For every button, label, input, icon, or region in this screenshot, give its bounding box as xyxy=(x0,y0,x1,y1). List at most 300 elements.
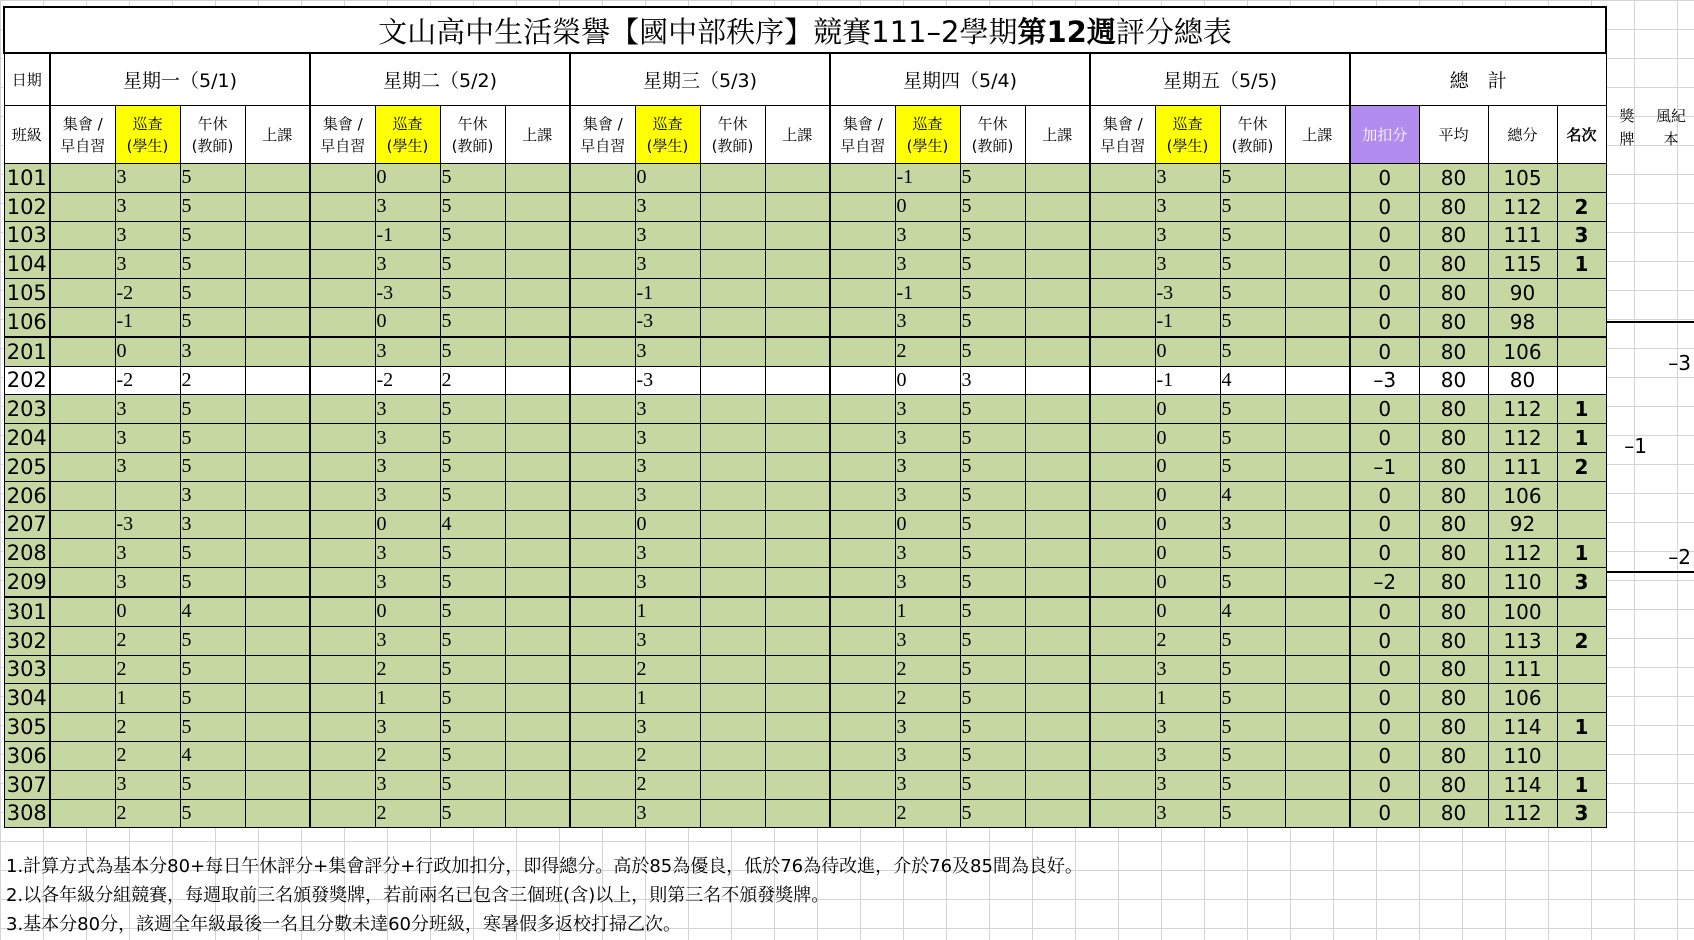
total-cell: 90 xyxy=(1488,279,1557,308)
score-cell xyxy=(1025,424,1090,453)
score-cell xyxy=(1090,597,1155,626)
table-row xyxy=(4,366,1606,395)
score-cell xyxy=(245,366,310,395)
table-row xyxy=(4,250,1606,279)
score-cell xyxy=(50,770,115,799)
score-cell xyxy=(505,250,570,279)
score-cell xyxy=(50,799,115,828)
score-cell xyxy=(50,481,115,510)
score-cell xyxy=(830,250,895,279)
score-cell: 3 xyxy=(895,395,960,424)
score-cell: 5 xyxy=(960,713,1025,742)
award-header xyxy=(1607,105,1647,151)
score-cell: 3 xyxy=(375,337,440,366)
bonus-cell: 0 xyxy=(1350,221,1419,250)
day-header-wed: 星期三（5/3) xyxy=(570,53,830,106)
score-cell: -1 xyxy=(635,279,700,308)
bonus-cell: 0 xyxy=(1350,684,1419,713)
rank-cell: 1 xyxy=(1557,424,1606,453)
sub-header-line: 上課 xyxy=(1302,125,1333,144)
score-cell: 3 xyxy=(375,481,440,510)
score-cell: 0 xyxy=(375,307,440,336)
sub-header-assembly xyxy=(310,106,375,164)
total-cell: 112 xyxy=(1488,799,1557,828)
score-cell xyxy=(1285,337,1350,366)
score-cell xyxy=(830,568,895,597)
sub-header-line: (教師) xyxy=(191,136,234,155)
bonus-cell: 0 xyxy=(1350,250,1419,279)
score-cell: -1 xyxy=(375,221,440,250)
score-cell: 2 xyxy=(440,366,505,395)
score-cell: 1 xyxy=(895,597,960,626)
sub-header-line: 午休 xyxy=(1237,114,1268,133)
score-cell xyxy=(310,597,375,626)
score-cell: 5 xyxy=(440,655,505,684)
score-cell: 2 xyxy=(895,655,960,684)
score-cell xyxy=(310,221,375,250)
table-row xyxy=(4,481,1606,510)
score-cell xyxy=(245,279,310,308)
score-cell: 4 xyxy=(1220,366,1285,395)
score-cell xyxy=(830,684,895,713)
score-cell xyxy=(505,655,570,684)
rank-cell: 1 xyxy=(1557,250,1606,279)
score-cell: 5 xyxy=(440,307,505,336)
score-cell: 3 xyxy=(375,770,440,799)
score-cell xyxy=(50,452,115,481)
sub-header-line: (教師) xyxy=(711,136,754,155)
score-cell: 3 xyxy=(895,626,960,655)
score-cell: 5 xyxy=(440,799,505,828)
total-sub-header-avg: 平均 xyxy=(1419,106,1488,164)
class-cell: 202 xyxy=(4,366,50,395)
score-cell xyxy=(310,655,375,684)
score-cell xyxy=(700,799,765,828)
score-cell: 0 xyxy=(1155,337,1220,366)
page-title xyxy=(4,7,1606,53)
class-cell: 307 xyxy=(4,770,50,799)
total-sub-header-rank: 名次 xyxy=(1557,106,1606,164)
score-cell xyxy=(700,481,765,510)
title-suffix: 評分總表 xyxy=(1115,14,1232,49)
score-cell xyxy=(245,626,310,655)
score-cell: 0 xyxy=(635,510,700,539)
score-cell: 5 xyxy=(440,597,505,626)
sub-header-class xyxy=(245,106,310,164)
score-cell: 2 xyxy=(635,655,700,684)
score-cell: -1 xyxy=(1155,366,1220,395)
score-cell xyxy=(245,539,310,568)
score-cell: 5 xyxy=(960,655,1025,684)
average-cell: 80 xyxy=(1419,713,1488,742)
score-cell xyxy=(1025,164,1090,193)
score-cell: 5 xyxy=(960,424,1025,453)
sub-header-patrol xyxy=(1155,106,1220,164)
score-cell: 5 xyxy=(180,250,245,279)
score-cell xyxy=(765,481,830,510)
total-cell: 114 xyxy=(1488,713,1557,742)
table-row xyxy=(4,192,1606,221)
score-cell: 0 xyxy=(1155,568,1220,597)
rank-cell xyxy=(1557,481,1606,510)
score-cell xyxy=(505,713,570,742)
table-row xyxy=(4,510,1606,539)
table-row xyxy=(4,770,1606,799)
day-header-mon: 星期一（5/1) xyxy=(50,53,310,106)
rank-cell xyxy=(1557,597,1606,626)
score-cell: 5 xyxy=(440,250,505,279)
class-cell: 301 xyxy=(4,597,50,626)
score-cell xyxy=(1090,510,1155,539)
score-cell: 0 xyxy=(895,510,960,539)
score-cell: 3 xyxy=(635,568,700,597)
sub-header-line: 早自習 xyxy=(840,136,886,155)
score-cell: 5 xyxy=(440,539,505,568)
group-divider xyxy=(1607,571,1694,573)
score-cell: 5 xyxy=(960,192,1025,221)
score-cell xyxy=(700,164,765,193)
score-cell: 5 xyxy=(440,221,505,250)
score-cell xyxy=(765,626,830,655)
score-cell: 5 xyxy=(180,799,245,828)
score-cell: 3 xyxy=(1155,770,1220,799)
rank-cell: 3 xyxy=(1557,799,1606,828)
rank-cell: 3 xyxy=(1557,568,1606,597)
score-cell: 5 xyxy=(960,568,1025,597)
total-cell: 115 xyxy=(1488,250,1557,279)
score-cell xyxy=(700,510,765,539)
sub-header-line: 午休 xyxy=(977,114,1008,133)
class-cell: 207 xyxy=(4,510,50,539)
score-cell xyxy=(1090,539,1155,568)
score-cell xyxy=(1285,539,1350,568)
score-cell xyxy=(570,626,635,655)
sub-header-line: 巡查 xyxy=(132,114,163,133)
table-row xyxy=(4,221,1606,250)
score-cell xyxy=(50,192,115,221)
sub-header-patrol xyxy=(895,106,960,164)
score-cell: 5 xyxy=(440,395,505,424)
score-cell xyxy=(830,770,895,799)
day-header-row xyxy=(4,53,1606,106)
sub-header-line: (學生) xyxy=(906,136,949,155)
score-cell: 3 xyxy=(635,395,700,424)
score-cell xyxy=(310,799,375,828)
score-cell xyxy=(570,452,635,481)
score-cell: -3 xyxy=(635,366,700,395)
score-cell xyxy=(1090,164,1155,193)
score-cell xyxy=(50,713,115,742)
average-cell: 80 xyxy=(1419,481,1488,510)
score-cell xyxy=(505,741,570,770)
average-cell: 80 xyxy=(1419,192,1488,221)
score-cell xyxy=(245,568,310,597)
score-cell: -3 xyxy=(635,307,700,336)
score-cell xyxy=(765,452,830,481)
table-row xyxy=(4,452,1606,481)
score-cell: 4 xyxy=(180,597,245,626)
score-cell xyxy=(505,307,570,336)
score-cell: 5 xyxy=(1220,684,1285,713)
rank-cell: 1 xyxy=(1557,770,1606,799)
score-cell: 5 xyxy=(1220,192,1285,221)
score-cell xyxy=(1090,250,1155,279)
average-cell: 80 xyxy=(1419,626,1488,655)
score-cell xyxy=(50,221,115,250)
table-row xyxy=(4,597,1606,626)
score-cell xyxy=(830,626,895,655)
score-cell xyxy=(700,626,765,655)
award-header-2: 牌 xyxy=(1619,130,1635,148)
score-cell xyxy=(1285,366,1350,395)
score-cell: 2 xyxy=(635,741,700,770)
score-cell xyxy=(1285,568,1350,597)
score-cell xyxy=(1025,192,1090,221)
score-cell: 5 xyxy=(440,164,505,193)
sub-header-nap xyxy=(440,106,505,164)
score-cell xyxy=(765,539,830,568)
score-cell xyxy=(1090,481,1155,510)
score-cell xyxy=(505,452,570,481)
sub-header-patrol xyxy=(375,106,440,164)
class-label: 班級 xyxy=(4,106,50,164)
score-cell xyxy=(1025,366,1090,395)
score-cell xyxy=(765,424,830,453)
score-cell: 5 xyxy=(180,424,245,453)
bonus-cell: 0 xyxy=(1350,337,1419,366)
score-cell xyxy=(505,221,570,250)
score-cell: 5 xyxy=(180,307,245,336)
score-cell: 5 xyxy=(960,221,1025,250)
table-row xyxy=(4,568,1606,597)
bonus-cell: 0 xyxy=(1350,279,1419,308)
score-cell xyxy=(50,395,115,424)
score-cell xyxy=(310,713,375,742)
score-cell: 3 xyxy=(1155,164,1220,193)
score-cell xyxy=(50,164,115,193)
sub-header-line: 早自習 xyxy=(60,136,106,155)
total-cell: 110 xyxy=(1488,741,1557,770)
score-cell xyxy=(1285,221,1350,250)
score-cell xyxy=(570,250,635,279)
score-cell: 0 xyxy=(895,366,960,395)
score-cell xyxy=(50,337,115,366)
average-cell: 80 xyxy=(1419,452,1488,481)
average-cell: 80 xyxy=(1419,366,1488,395)
score-cell: 5 xyxy=(440,713,505,742)
score-cell: 5 xyxy=(960,164,1025,193)
score-cell: 3 xyxy=(375,626,440,655)
class-cell: 103 xyxy=(4,221,50,250)
day-header-tue: 星期二（5/2) xyxy=(310,53,570,106)
rank-cell: 1 xyxy=(1557,395,1606,424)
bonus-cell: 0 xyxy=(1350,164,1419,193)
average-cell: 80 xyxy=(1419,799,1488,828)
score-cell xyxy=(505,597,570,626)
score-cell: 3 xyxy=(1155,221,1220,250)
discipline-cell: –2 xyxy=(1668,545,1691,570)
score-cell xyxy=(830,307,895,336)
score-cell xyxy=(310,741,375,770)
score-cell: 3 xyxy=(375,539,440,568)
discipline-cell: –3 xyxy=(1668,350,1691,375)
score-cell: 3 xyxy=(115,770,180,799)
score-cell xyxy=(570,424,635,453)
score-cell: 3 xyxy=(115,192,180,221)
total-cell: 112 xyxy=(1488,395,1557,424)
score-cell xyxy=(245,250,310,279)
score-cell: 3 xyxy=(895,481,960,510)
score-cell: 4 xyxy=(180,741,245,770)
total-cell: 105 xyxy=(1488,164,1557,193)
sub-header-line: 上課 xyxy=(522,125,553,144)
score-cell: 3 xyxy=(1155,250,1220,279)
sub-header-line: 集會 / xyxy=(62,114,103,133)
date-label: 日期 xyxy=(4,53,50,106)
score-cell xyxy=(1025,307,1090,336)
score-cell xyxy=(1090,395,1155,424)
table-row xyxy=(4,279,1606,308)
score-cell xyxy=(830,164,895,193)
score-cell xyxy=(1025,713,1090,742)
score-cell xyxy=(700,684,765,713)
score-cell xyxy=(1285,684,1350,713)
sub-header-assembly xyxy=(830,106,895,164)
score-cell: 5 xyxy=(960,626,1025,655)
score-cell xyxy=(1285,452,1350,481)
score-cell xyxy=(1090,741,1155,770)
score-cell: 0 xyxy=(115,597,180,626)
score-cell: 5 xyxy=(180,770,245,799)
score-cell xyxy=(570,655,635,684)
score-cell xyxy=(1090,366,1155,395)
score-cell: 5 xyxy=(960,452,1025,481)
table-row xyxy=(4,337,1606,366)
score-cell: 5 xyxy=(960,799,1025,828)
score-cell xyxy=(830,510,895,539)
total-cell: 111 xyxy=(1488,655,1557,684)
class-cell: 201 xyxy=(4,337,50,366)
score-cell xyxy=(505,770,570,799)
total-cell: 106 xyxy=(1488,337,1557,366)
score-cell: 5 xyxy=(180,452,245,481)
score-cell xyxy=(765,684,830,713)
total-cell: 112 xyxy=(1488,192,1557,221)
average-cell: 80 xyxy=(1419,395,1488,424)
score-cell xyxy=(765,250,830,279)
score-cell: 3 xyxy=(1220,510,1285,539)
score-cell: 5 xyxy=(1220,741,1285,770)
score-cell: 5 xyxy=(1220,307,1285,336)
score-cell xyxy=(310,164,375,193)
score-cell xyxy=(310,684,375,713)
score-cell: 3 xyxy=(635,452,700,481)
score-cell: 3 xyxy=(895,713,960,742)
average-cell: 80 xyxy=(1419,741,1488,770)
class-cell: 206 xyxy=(4,481,50,510)
score-cell xyxy=(570,510,635,539)
score-cell xyxy=(830,539,895,568)
score-cell: 5 xyxy=(960,481,1025,510)
score-cell xyxy=(50,655,115,684)
bonus-cell: 0 xyxy=(1350,510,1419,539)
average-cell: 80 xyxy=(1419,568,1488,597)
score-cell: 5 xyxy=(180,626,245,655)
score-cell xyxy=(245,799,310,828)
score-cell xyxy=(245,337,310,366)
score-cell xyxy=(1025,337,1090,366)
total-cell: 111 xyxy=(1488,452,1557,481)
score-cell xyxy=(700,221,765,250)
score-cell xyxy=(1090,626,1155,655)
score-cell xyxy=(1285,741,1350,770)
score-cell: 3 xyxy=(1155,655,1220,684)
score-cell xyxy=(1285,279,1350,308)
score-cell xyxy=(1090,279,1155,308)
score-cell: -1 xyxy=(1155,307,1220,336)
rank-cell xyxy=(1557,655,1606,684)
score-cell xyxy=(1285,192,1350,221)
bonus-cell: 0 xyxy=(1350,655,1419,684)
score-cell: 2 xyxy=(180,366,245,395)
score-cell xyxy=(700,452,765,481)
class-cell: 306 xyxy=(4,741,50,770)
score-cell: -1 xyxy=(115,307,180,336)
score-cell xyxy=(1025,655,1090,684)
total-cell: 92 xyxy=(1488,510,1557,539)
score-cell xyxy=(245,741,310,770)
score-cell xyxy=(50,597,115,626)
rank-cell xyxy=(1557,164,1606,193)
table-row xyxy=(4,713,1606,742)
score-cell xyxy=(310,307,375,336)
score-cell: 3 xyxy=(895,452,960,481)
score-cell xyxy=(310,395,375,424)
title-row xyxy=(4,7,1606,53)
class-cell: 305 xyxy=(4,713,50,742)
score-cell xyxy=(310,424,375,453)
score-cell xyxy=(570,597,635,626)
score-cell: 0 xyxy=(1155,424,1220,453)
score-cell: 3 xyxy=(635,799,700,828)
rank-cell: 2 xyxy=(1557,452,1606,481)
rank-cell xyxy=(1557,684,1606,713)
score-cell: 3 xyxy=(635,713,700,742)
score-cell xyxy=(1025,221,1090,250)
total-header: 總 計 xyxy=(1350,53,1606,106)
score-cell: 5 xyxy=(180,655,245,684)
score-cell: 3 xyxy=(375,568,440,597)
notes xyxy=(6,852,1083,939)
score-cell: 2 xyxy=(375,655,440,684)
bonus-cell: 0 xyxy=(1350,539,1419,568)
title-prefix: 文山高中生活榮譽【國中部秩序】競賽111–2學期 xyxy=(378,14,1018,49)
score-cell: 2 xyxy=(115,626,180,655)
score-cell: 5 xyxy=(180,713,245,742)
bonus-cell: –1 xyxy=(1350,452,1419,481)
score-cell xyxy=(1090,568,1155,597)
score-cell: 5 xyxy=(1220,424,1285,453)
score-cell: 5 xyxy=(1220,626,1285,655)
score-cell xyxy=(570,221,635,250)
table-row xyxy=(4,799,1606,828)
score-cell: 3 xyxy=(375,395,440,424)
score-cell xyxy=(245,597,310,626)
average-cell: 80 xyxy=(1419,164,1488,193)
score-cell: 5 xyxy=(960,539,1025,568)
class-rows xyxy=(4,164,1606,828)
score-cell xyxy=(765,770,830,799)
